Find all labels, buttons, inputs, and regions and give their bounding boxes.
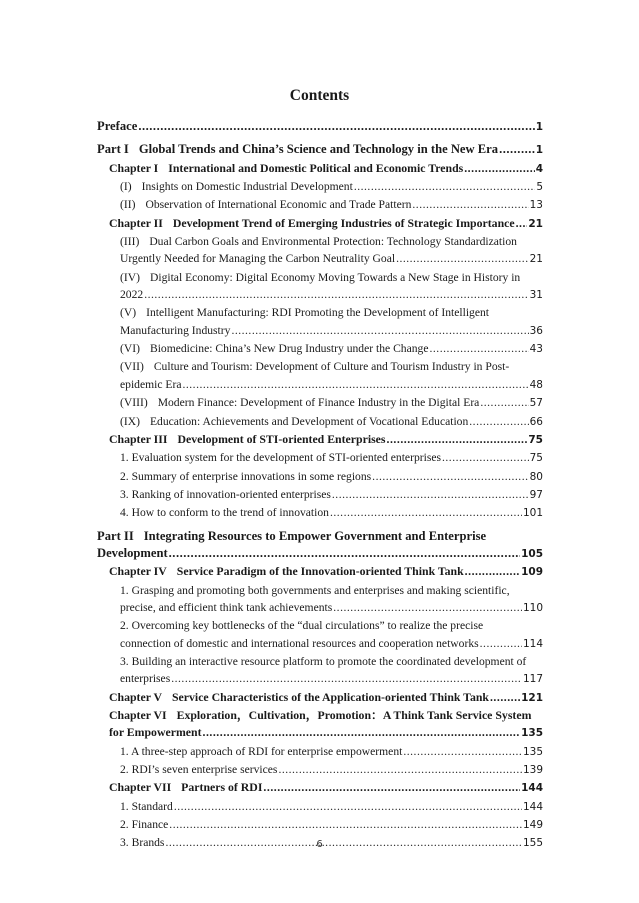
toc-entry-title: enterprises — [120, 672, 171, 686]
dot-leader — [412, 196, 528, 213]
toc-entry-item[interactable] — [97, 340, 543, 358]
toc-entry-item[interactable] — [97, 816, 543, 834]
toc-entry-title: 2. Summary of enterprise innovations in some regions — [120, 469, 372, 483]
dot-leader — [490, 689, 520, 706]
dot-leader — [499, 141, 535, 158]
toc-page-number: 13 — [529, 199, 543, 212]
toc-page-number: 109 — [521, 566, 543, 579]
toc-page-number: 36 — [529, 324, 543, 337]
toc-page-number: 57 — [529, 397, 543, 410]
toc-entry-item[interactable] — [97, 233, 543, 269]
toc-page-number: 110 — [522, 601, 543, 614]
toc-entry-title: 3. Brands — [120, 836, 165, 850]
toc-entry-item[interactable] — [97, 269, 543, 305]
toc-entry-title: Culture and Tourism: Development of Culture and Tourism Industry in Post- — [153, 360, 510, 374]
toc-entry-item[interactable] — [97, 468, 543, 486]
toc-page-number: 97 — [529, 488, 543, 501]
toc-entry-chapter[interactable] — [97, 160, 543, 178]
dot-leader — [332, 486, 529, 503]
toc-entry-label: Chapter I — [109, 160, 159, 175]
toc-entry-chapter[interactable] — [97, 707, 543, 743]
toc-page-number: 144 — [521, 782, 543, 795]
toc-entry-title: Digital Economy: Digital Economy Moving Towards a New Stage in History in — [149, 270, 521, 284]
toc-page-number: 101 — [522, 507, 543, 520]
dot-leader — [469, 413, 528, 430]
toc-entry-title: Modern Finance: Development of Finance Industry in the Digital Era — [157, 396, 480, 410]
toc-entry-title: Development of STI-oriented Enterprises — [177, 431, 386, 446]
table-of-contents — [97, 118, 543, 853]
dot-leader — [403, 743, 522, 760]
toc-entry-label: Part I — [97, 142, 129, 157]
toc-entry-label: (VI) — [120, 342, 140, 356]
dot-leader — [480, 635, 522, 652]
toc-page-number: 31 — [529, 289, 543, 302]
toc-entry-title: precise, and efficient think tank achievements — [120, 600, 333, 614]
toc-entry-title: 2. Overcoming key bottlenecks of the “dual circulations” to realize the precise — [120, 619, 484, 633]
toc-entry-item[interactable] — [97, 394, 543, 412]
toc-entry-label: Chapter II — [109, 215, 163, 230]
dot-leader — [144, 286, 528, 303]
toc-entry-title: connection of domestic and international resources and cooperation networks — [120, 636, 479, 650]
dot-leader — [372, 468, 528, 485]
toc-entry-item[interactable] — [97, 413, 543, 431]
dot-leader — [354, 178, 535, 195]
toc-entry-title: Urgently Needed for Managing the Carbon Neutrality Goal — [120, 252, 396, 266]
toc-entry-label: Chapter VI — [109, 708, 167, 722]
dot-leader — [430, 340, 529, 357]
toc-entry-title: Manufacturing Industry — [120, 323, 231, 337]
toc-entry-title: Observation of International Economic and Trade Pattern — [145, 198, 412, 212]
toc-entry-title: 3. Ranking of innovation-oriented enterprises — [120, 487, 331, 501]
toc-page-number: 135 — [522, 745, 543, 758]
toc-entry-title: 4. How to conform to the trend of innovation — [120, 506, 329, 520]
toc-entry-label: (II) — [120, 198, 136, 212]
toc-entry-label: Part II — [97, 528, 134, 543]
toc-entry-title: Education: Achievements and Development of Vocational Education — [149, 414, 469, 428]
toc-page-number: 117 — [522, 673, 543, 686]
toc-page-number: 4 — [535, 162, 543, 175]
toc-page-number: 21 — [529, 253, 543, 266]
toc-entry-item[interactable] — [97, 358, 543, 394]
toc-page-number: 139 — [522, 764, 543, 777]
toc-entry-item[interactable] — [97, 798, 543, 816]
toc-entry-title: 1. Evaluation system for the development of STI-oriented enterprises — [120, 451, 441, 465]
toc-entry-chapter[interactable] — [97, 431, 543, 449]
toc-entry-title: Development — [97, 545, 168, 560]
toc-entry-label: Chapter VII — [109, 780, 172, 795]
toc-entry-title: 1. Grasping and promoting both governments and enterprises and making scientific, — [120, 583, 510, 597]
dot-leader — [263, 779, 520, 796]
toc-entry-title: Preface — [97, 119, 138, 133]
toc-entry-title: Insights on Domestic Industrial Development — [141, 180, 353, 194]
toc-page-number: 43 — [529, 343, 543, 356]
toc-entry-title: 2022 — [120, 288, 144, 302]
toc-entry-title: Integrating Resources to Empower Government and Enterprise — [143, 528, 487, 543]
toc-entry-item[interactable] — [97, 304, 543, 340]
toc-entry-title: 2. RDI’s seven enterprise services — [120, 763, 278, 777]
toc-page-number: 80 — [529, 470, 543, 483]
dot-leader — [278, 761, 522, 778]
toc-entry-item[interactable] — [97, 761, 543, 779]
toc-entry-part[interactable] — [97, 528, 543, 564]
dot-leader — [480, 394, 528, 411]
toc-page-number: 75 — [528, 433, 543, 446]
toc-page-number: 48 — [529, 378, 543, 391]
toc-page-number: 114 — [522, 637, 543, 650]
toc-entry-label: Chapter IV — [109, 564, 167, 579]
toc-entry-title: Intelligent Manufacturing: RDI Promoting the Development of Intelligent — [146, 306, 490, 320]
toc-entry-label: (IX) — [120, 414, 140, 428]
toc-entry-title: 2. Finance — [120, 818, 169, 832]
toc-page-number: 5 — [536, 181, 543, 194]
toc-entry-title: Service Paradigm of the Innovation-oriented Think Tank — [176, 564, 464, 579]
dot-leader — [231, 322, 528, 339]
toc-entry-label: (I) — [120, 180, 132, 194]
toc-entry-item[interactable] — [97, 504, 543, 522]
toc-entry-item[interactable] — [97, 449, 543, 467]
dot-leader — [182, 376, 528, 393]
toc-entry-chapter[interactable] — [97, 689, 543, 707]
toc-entry-title: 1. A three-step approach of RDI for enterprise empowerment — [120, 744, 403, 758]
toc-entry-title: 1. Standard — [120, 799, 173, 813]
toc-entry-label: (VIII) — [120, 396, 148, 410]
toc-page-number: 149 — [522, 819, 543, 832]
dot-leader — [516, 215, 528, 232]
dot-leader — [330, 504, 522, 521]
toc-entry-title: International and Domestic Political and Economic Trends — [168, 160, 464, 175]
toc-entry-chapter[interactable] — [97, 563, 543, 581]
toc-entry-label: (IV) — [120, 270, 140, 284]
toc-entry-label: (V) — [120, 306, 137, 320]
toc-entry-title: epidemic Era — [120, 377, 182, 391]
dot-leader — [465, 563, 520, 580]
dot-leader — [169, 816, 522, 833]
toc-entry-title: for Empowerment — [109, 725, 202, 740]
toc-entry-chapter[interactable] — [97, 779, 543, 797]
toc-entry-title: Service Characteristics of the Application-oriented Think Tank — [171, 689, 489, 704]
toc-entry-title: Development Trend of Emerging Industries of Strategic Importance — [172, 215, 515, 230]
dot-leader — [174, 798, 522, 815]
toc-entry-label: Chapter III — [109, 431, 168, 446]
toc-entry-title: 3. Building an interactive resource platform to promote the coordinated development of — [120, 654, 527, 668]
page-title: Contents — [289, 87, 350, 104]
toc-entry-title: Partners of RDI — [181, 780, 263, 795]
toc-page-number: 155 — [522, 837, 543, 850]
toc-entry-item[interactable] — [97, 743, 543, 761]
toc-page-number: 144 — [522, 800, 543, 813]
toc-entry-title: Dual Carbon Goals and Environmental Protection: Technology Standardization — [149, 235, 517, 249]
toc-page-number: 66 — [529, 415, 543, 428]
toc-page-number: 135 — [521, 727, 543, 740]
toc-entry-part[interactable] — [97, 118, 543, 136]
dot-leader — [396, 250, 529, 267]
dot-leader — [464, 160, 534, 177]
toc-entry-part[interactable] — [97, 141, 543, 159]
toc-page-number: 21 — [528, 217, 543, 230]
toc-page-number: 121 — [521, 691, 543, 704]
toc-entry-item[interactable] — [97, 617, 543, 653]
dot-leader — [171, 670, 522, 687]
toc-page-number: 75 — [529, 452, 543, 465]
toc-entry-label: (III) — [120, 235, 140, 249]
dot-leader — [203, 724, 521, 741]
toc-entry-label: Chapter V — [109, 689, 162, 704]
toc-page-number: 1 — [535, 144, 543, 157]
toc-entry-title: Global Trends and China’s Science and Technology in the New Era — [138, 142, 499, 157]
dot-leader — [333, 599, 522, 616]
toc-entry-item[interactable] — [97, 582, 543, 618]
toc-entry-title: Biomedicine: China’s New Drug Industry under the Change — [149, 342, 429, 356]
dot-leader — [442, 449, 529, 466]
toc-entry-item[interactable] — [97, 196, 543, 214]
toc-page-number: 1 — [535, 121, 543, 133]
dot-leader — [138, 118, 534, 135]
toc-entry-item[interactable] — [97, 178, 543, 196]
dot-leader — [169, 545, 520, 562]
toc-entry-title: Exploration，Cultivation，Promotion：A Think Tank Service System — [176, 708, 532, 722]
dot-leader — [387, 431, 528, 448]
toc-entry-chapter[interactable] — [97, 215, 543, 233]
page-number: 6 — [316, 839, 323, 850]
toc-entry-label: (VII) — [120, 360, 144, 374]
toc-entry-item[interactable] — [97, 486, 543, 504]
toc-entry-item[interactable] — [97, 653, 543, 689]
toc-page-number: 105 — [521, 547, 543, 560]
